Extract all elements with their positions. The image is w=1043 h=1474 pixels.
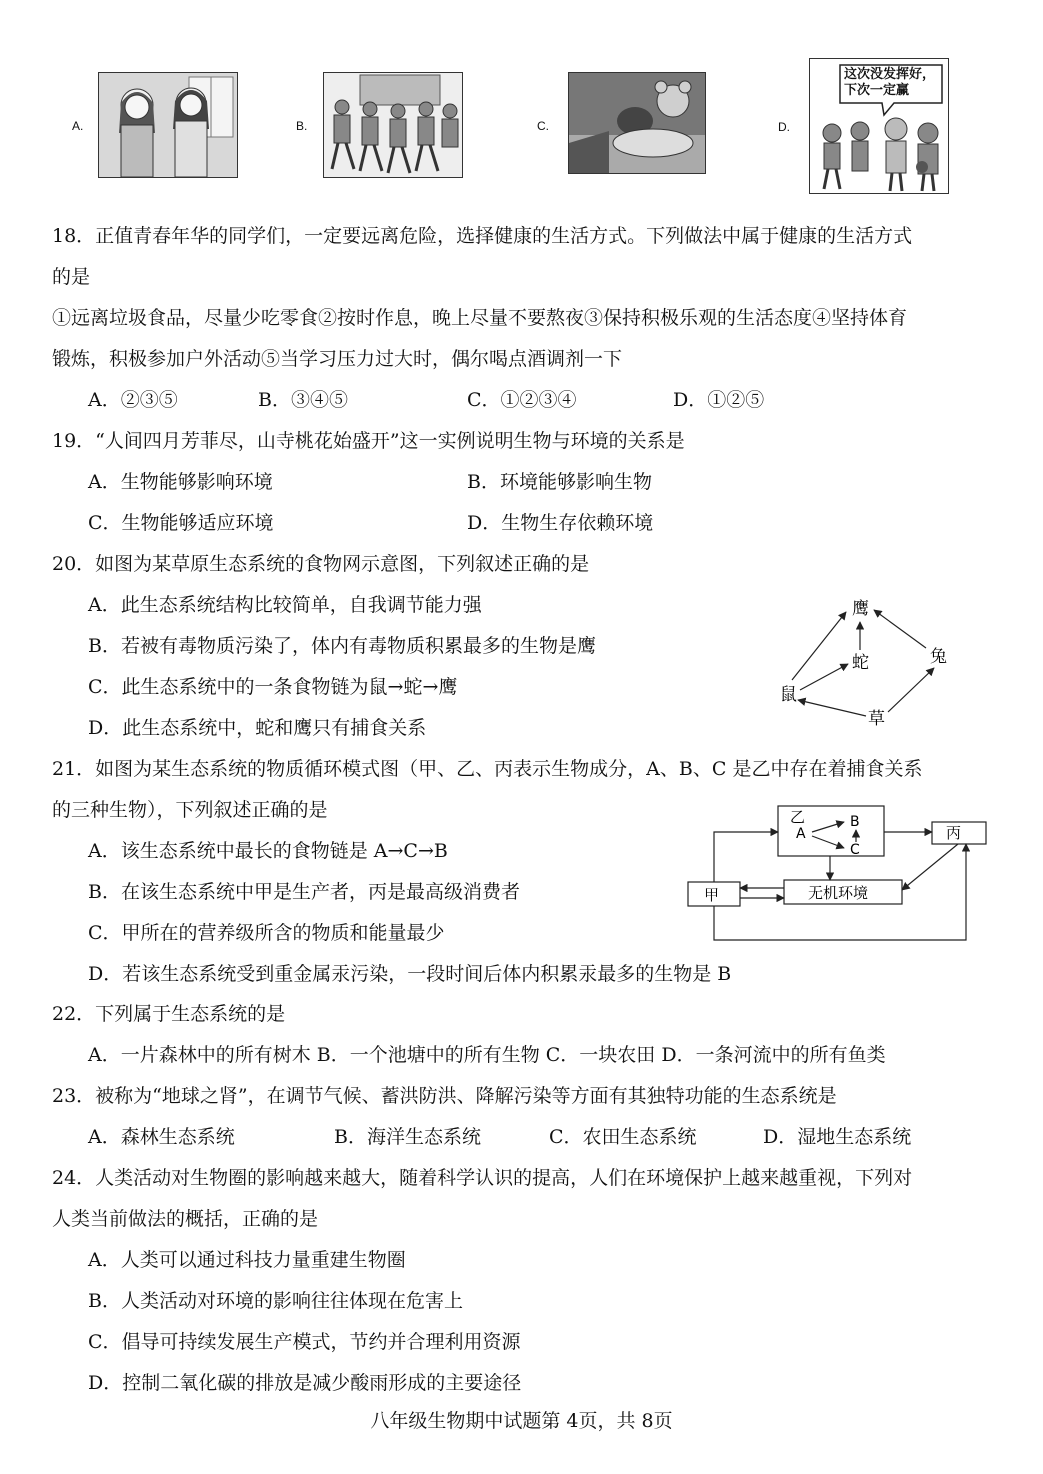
picture-label-d: D. (778, 120, 790, 134)
q23-option-a: A．森林生态系统 (88, 1126, 235, 1148)
q19-stem: 19．“人间四月芳菲尽，山寺桃花始盛开”这一实例说明生物与环境的关系是 (52, 430, 685, 452)
speech-bubble-line1: 这次没发挥好， (844, 67, 936, 82)
food-web-eagle: 鹰 (852, 599, 869, 619)
q24-option-a: A．人类可以通过科技力量重建生物圈 (88, 1249, 406, 1271)
q19-option-c: C．生物能够适应环境 (88, 512, 274, 534)
q24-stem-line2: 人类当前做法的概括，正确的是 (52, 1208, 319, 1230)
q18-option-b: B．③④⑤ (258, 389, 348, 411)
arrow-grass-mouse (798, 700, 866, 716)
arrow-mouse-snake (800, 664, 848, 690)
q19-option-b: B．环境能够影响生物 (467, 471, 652, 493)
food-web-snake: 蛇 (852, 653, 869, 673)
q24-stem-line1: 24．人类活动对生物圈的影响越来越大，随着科学认识的提高，人们在环境保护上越来越重视，下列对 (52, 1167, 913, 1189)
food-web-mouse: 鼠 (780, 685, 797, 705)
q19-option-d: D．生物生存依赖环境 (467, 512, 654, 534)
q21-option-d: D．若该生态系统受到重金属汞污染，一段时间后体内积累汞最多的生物是 B (88, 963, 732, 985)
arrow-rabbit-eagle (874, 610, 926, 648)
q18-option-c: C．①②③④ (467, 389, 577, 411)
q24-option-d: D．控制二氧化碳的排放是减少酸雨形成的主要途径 (88, 1372, 522, 1394)
q23-option-d: D．湿地生态系统 (763, 1126, 912, 1148)
q18-option-a: A．②③⑤ (88, 389, 178, 411)
picture-b-students-marching (323, 72, 463, 178)
q18-detail-line1: ①远离垃圾食品，尽量少吃零食②按时作息，晚上尽量不要熬夜③保持积极乐观的生活态度④坚持体育 (52, 307, 908, 329)
q21-option-b: B．在该生态系统中甲是生产者，丙是最高级消费者 (88, 881, 520, 903)
q18-stem-line1: 18．正值青春年华的同学们，一定要远离危险，选择健康的生活方式。下列做法中属于健康的生活方式 (52, 225, 913, 247)
q23-option-b: B．海洋生态系统 (334, 1126, 481, 1148)
q22-options: A．一片森林中的所有树木 B．一个池塘中的所有生物 C．一块农田 D．一条河流中的所有鱼类 (88, 1044, 886, 1066)
picture-label-a: A. (72, 119, 84, 133)
q20-option-a: A．此生态系统结构比较简单，自我调节能力强 (88, 594, 482, 616)
label-bing: 丙 (946, 824, 962, 842)
q22-stem: 22．下列属于生态系统的是 (52, 1003, 286, 1025)
q19-option-a: A．生物能够影响环境 (88, 471, 273, 493)
picture-d-kids-cheering (809, 58, 949, 194)
label-c: C (850, 842, 860, 858)
q20-option-c: C．此生态系统中的一条食物链为鼠→蛇→鹰 (88, 676, 458, 698)
label-yi: 乙 (790, 808, 806, 826)
q23-option-c: C．农田生态系统 (549, 1126, 697, 1148)
label-b: B (850, 814, 860, 830)
q23-stem: 23．被称为“地球之肾”，在调节气候、蓄洪防洪、降解污染等方面有其独特功能的生态系统是 (52, 1085, 837, 1107)
speech-bubble-line2: 下次一定赢 (844, 83, 910, 98)
q24-option-c: C．倡导可持续发展生产模式，节约并合理利用资源 (88, 1331, 521, 1353)
q21-option-a: A．该生态系统中最长的食物链是 A→C→B (88, 840, 448, 862)
food-web-grass: 草 (868, 709, 885, 729)
q21-stem-line1: 21．如图为某生态系统的物质循环模式图（甲、乙、丙表示生物成分，A、B、C 是乙中存在着捕食关系 (52, 758, 923, 780)
q20-option-b: B．若被有毒物质污染了，体内有毒物质积累最多的生物是鹰 (88, 635, 596, 657)
q18-detail-line2: 锻炼，积极参加户外活动⑤当学习压力过大时，偶尔喝点酒调剂一下 (52, 348, 623, 370)
q20-option-d: D．此生态系统中，蛇和鹰只有捕食关系 (88, 717, 427, 739)
material-cycle-diagram (680, 800, 990, 948)
label-jia: 甲 (704, 886, 720, 904)
page-footer: 八年级生物期中试题第 4页，共 8页 (370, 1410, 673, 1432)
q20-stem: 20．如图为某草原生态系统的食物网示意图，下列叙述正确的是 (52, 553, 590, 575)
q18-stem-line2: 的是 (52, 266, 91, 288)
label-environment: 无机环境 (808, 884, 869, 902)
arrow-grass-rabbit (888, 668, 934, 712)
food-web-diagram (770, 592, 960, 732)
picture-c-girl-sleeping (568, 72, 706, 174)
food-web-rabbit: 兔 (930, 647, 947, 667)
q21-stem-line2: 的三种生物），下列叙述正确的是 (52, 799, 328, 821)
label-a: A (796, 826, 806, 842)
picture-label-c: C. (537, 119, 549, 133)
picture-label-b: B. (296, 119, 308, 133)
picture-a-two-girls-talking (98, 72, 238, 178)
q21-option-c: C．甲所在的营养级所含的物质和能量最少 (88, 922, 445, 944)
q18-option-d: D．①②⑤ (673, 389, 765, 411)
q24-option-b: B．人类活动对环境的影响往往体现在危害上 (88, 1290, 463, 1312)
